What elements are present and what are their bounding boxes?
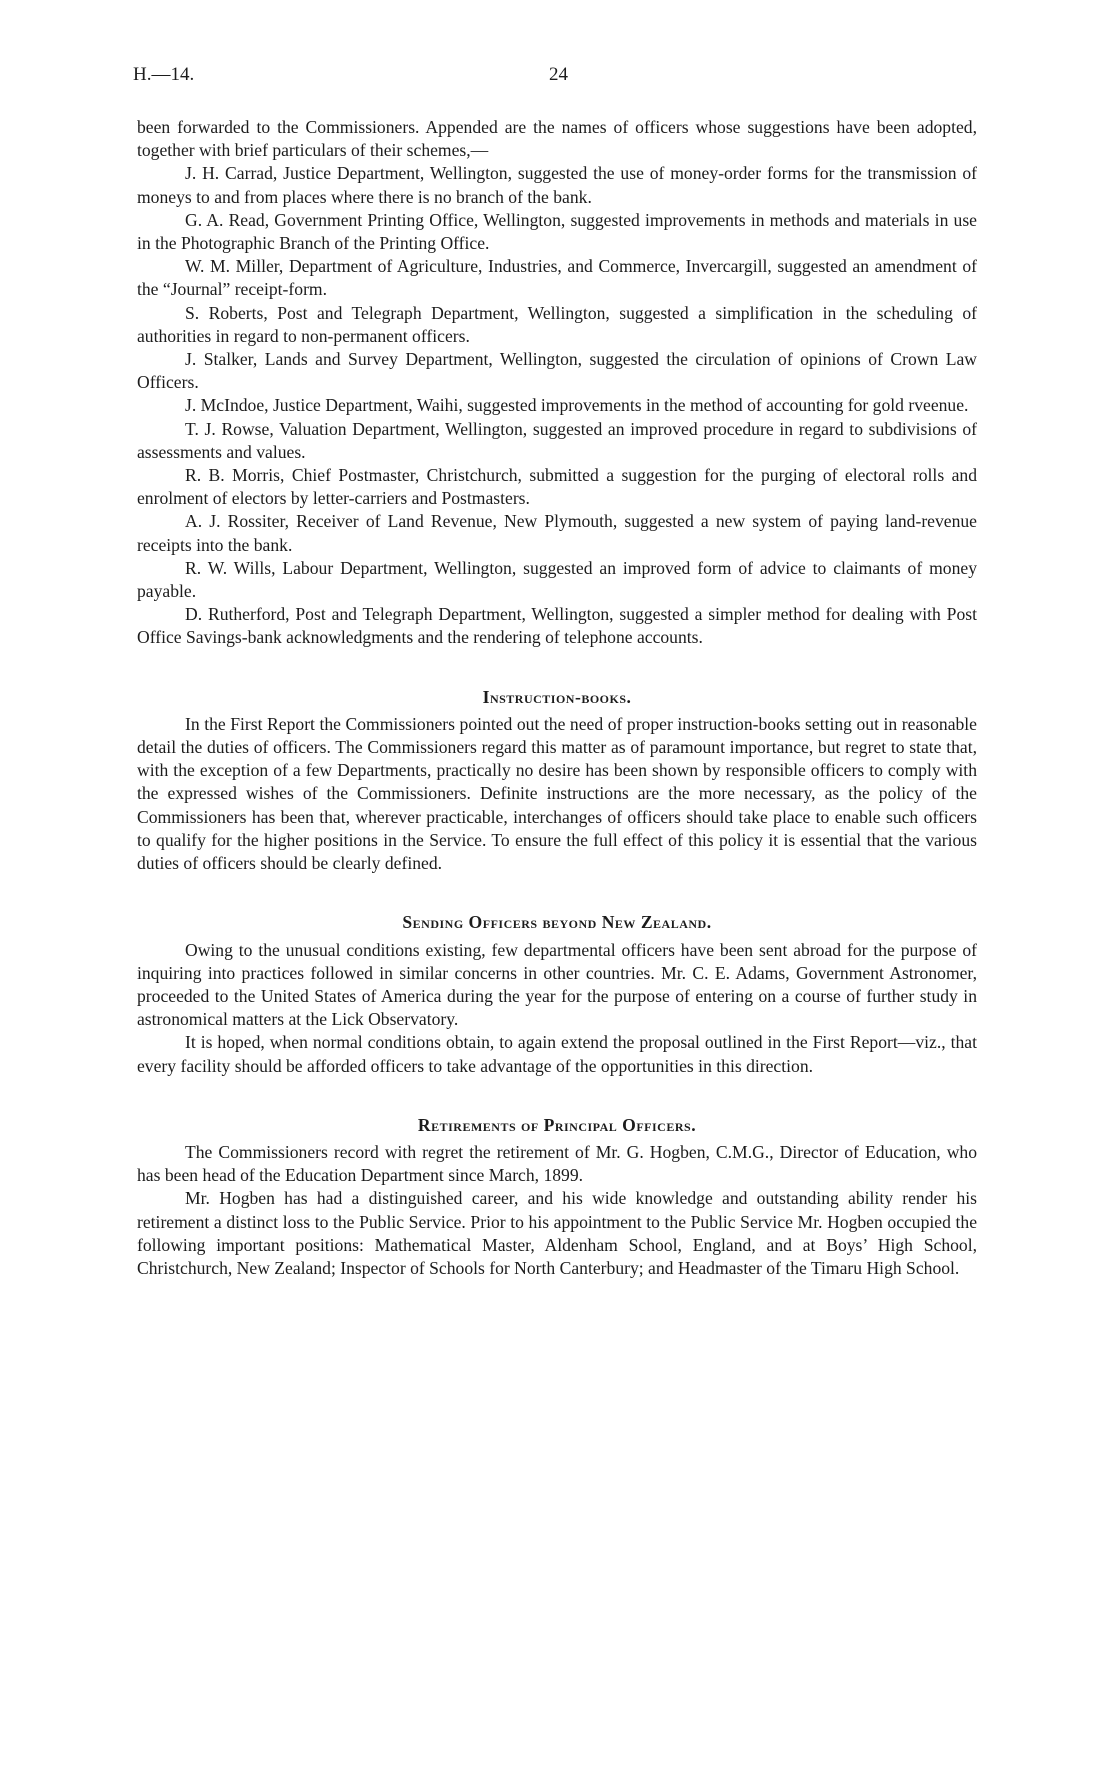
suggestion-entry: G. A. Read, Government Printing Office, Wellington, suggested improvements in methods and materials in use in the Photographic Branch of the Printing Office. (137, 209, 977, 254)
section-paragraph: The Commissioners record with regret the retirement of Mr. G. Hogben, C.M.G., Director of Education, who has been head of the Education Department since March, 1899. (137, 1141, 977, 1186)
section-spacer (137, 1078, 977, 1114)
section-sending-officers (137, 911, 977, 1077)
suggestion-entry: D. Rutherford, Post and Telegraph Department, Wellington, suggested a simpler method for dealing with Post Office Savings-bank acknowledgments and the rendering of telephone accounts. (137, 604, 977, 648)
section-heading: Retirements of Principal Officers. (417, 1114, 697, 1135)
section-retirements (137, 1114, 977, 1280)
section-paragraph: Owing to the unusual conditions existing, few departmental officers have been sent abroad for the purpose of inquiring into practices followed in similar concerns in other countries. Mr. C. E. Adams, Government Astronomer, proceeded to the United States of America during the year for the purpose of entering on a course of further study in astronomical matters at the Lick Observatory. (137, 939, 977, 1030)
suggestion-entry: J. H. Carrad, Justice Department, Wellington, suggested the use of money-order forms for the transmission of moneys to and from places where there is no branch of the bank. (137, 163, 977, 207)
section-spacer (137, 875, 977, 911)
section-instruction-books (137, 686, 977, 876)
section-heading: Instruction-books. (482, 686, 632, 707)
section-paragraph: Mr. Hogben has had a distinguished career, and his wide knowledge and outstanding ability render his retirement a distinct loss to the Public Service. Prior to his appointment to the Public Service Mr. Hogben occupied the following important positions: Mathematical Master, Aldenham School, England, and at Boys’ High School, Christchurch, New Zealand; Inspector of Schools for North Canterbury; and Headmaster of the Timaru High School. (137, 1188, 977, 1278)
intro-paragraph: been forwarded to the Commissioners. Appended are the names of officers whose suggestions have been adopted, together with brief particulars of their schemes,— (137, 117, 977, 161)
page-number: 24 (549, 64, 568, 85)
suggestion-entry: R. W. Wills, Labour Department, Wellington, suggested an improved form of advice to claimants of money payable. (137, 557, 977, 602)
suggestion-entry: J. McIndoe, Justice Department, Waihi, suggested improvements in the method of accounting for gold rveenue. (185, 395, 969, 416)
suggestion-entry: S. Roberts, Post and Telegraph Department, Wellington, suggested a simplification in the scheduling of authorities in regard to non-permanent officers. (137, 302, 977, 346)
page-header (133, 64, 978, 90)
suggestions-list (137, 162, 977, 649)
suggestion-entry: W. M. Miller, Department of Agriculture, Industries, and Commerce, Invercargill, suggested an amendment of the “Journal” receipt-form. (137, 256, 977, 300)
document-reference: H.—14. (133, 64, 195, 85)
suggestion-entry: J. Stalker, Lands and Survey Department, Wellington, suggested the circulation of opinions of Crown Law Officers. (137, 349, 977, 393)
section-heading: Sending Officers beyond New Zealand. (402, 912, 712, 933)
suggestion-entry: R. B. Morris, Chief Postmaster, Christchurch, submitted a suggestion for the purging of electoral rolls and enrolment of electors by letter-carriers and Postmasters. (137, 465, 977, 509)
section-paragraph: In the First Report the Commissioners pointed out the need of proper instruction-books setting out in reasonable detail the duties of officers. The Commissioners regard this matter as of paramount importance, but regret to state that, with the exception of a few Departments, practically no desire has been shown by responsible officers to comply with the expressed wishes of the Commissioners. Definite instructions are the more necessary, as the policy of the Commissioners has been that, wherever practicable, interchanges of officers should take place to enable such officers to qualify for the higher positions in the Service. To ensure the full effect of this policy it is essential that the various duties of officers should be clearly defined. (137, 713, 977, 874)
section-paragraph: It is hoped, when normal conditions obtain, to again extend the proposal outlined in the First Report—viz., that every facility should be afforded officers to take advantage of the opportunities in this direction. (137, 1032, 977, 1076)
section-spacer (137, 650, 977, 686)
page-body (137, 116, 977, 1280)
suggestion-entry: T. J. Rowse, Valuation Department, Wellington, suggested an improved procedure in regard to subdivisions of assessments and values. (137, 418, 977, 462)
suggestion-entry: A. J. Rossiter, Receiver of Land Revenue, New Plymouth, suggested a new system of paying land-revenue receipts into the bank. (137, 511, 977, 555)
